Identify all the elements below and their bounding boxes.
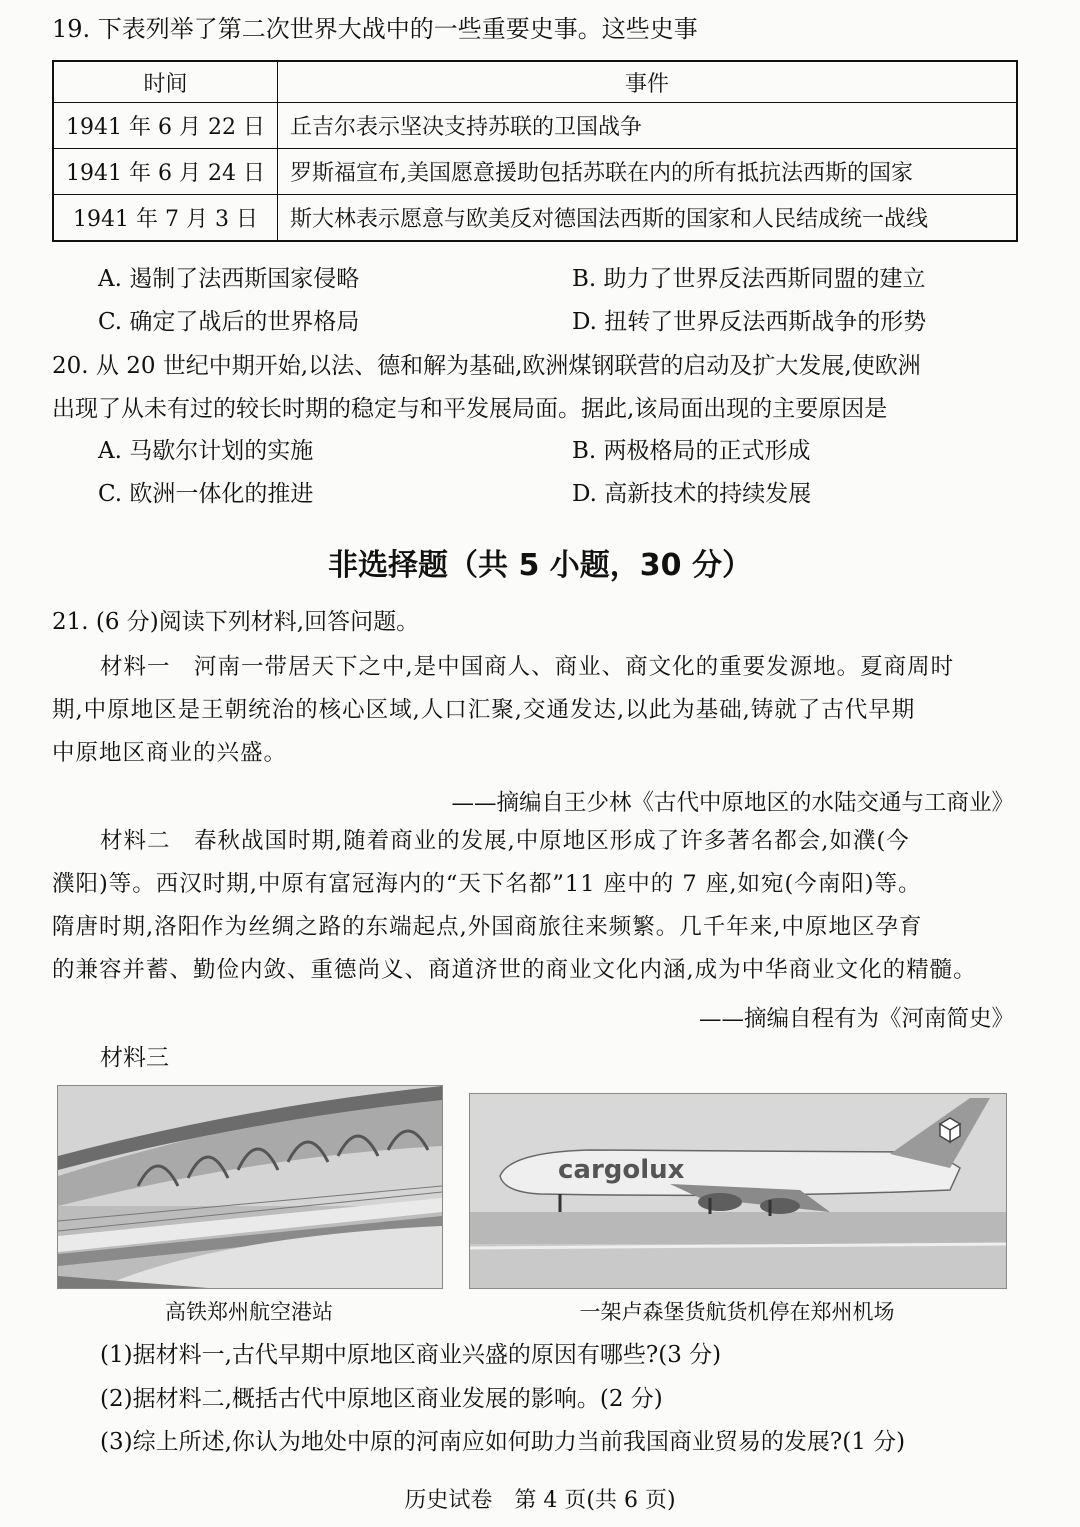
q20-option-c: C. 欧洲一体化的推进 [98,481,314,507]
table-cell-date: 1941 年 6 月 22 日 [53,103,277,149]
subquestion-2: (2)据材料二,概括古代中原地区商业发展的影响。(2 分) [100,1386,663,1412]
table-cell-event: 斯大林表示愿意与欧美反对德国法西斯的国家和人民结成统一战线 [277,195,1017,242]
material1-line: 期,中原地区是王朝统治的核心区域,人口汇聚,交通发达,以此为基础,铸就了古代早期 [52,697,916,723]
aircraft-livery: cargolux [558,1155,685,1185]
events-table [52,60,1018,242]
table-row [53,103,1017,149]
q20-option-b: B. 两极格局的正式形成 [572,438,811,464]
cargo-plane-illustration [470,1094,1006,1288]
material1-source: ——摘编自王少林《古代中原地区的水陆交通与工商业》 [451,790,1014,816]
material2-source: ——摘编自程有为《河南简史》 [698,1006,1014,1032]
q20-option-a: A. 马歇尔计划的实施 [98,438,314,464]
subquestion-1: (1)据材料一,古代早期中原地区商业兴盛的原因有哪些?(3 分) [100,1342,722,1368]
station-illustration [58,1086,442,1288]
material3-label: 材料三 [100,1045,169,1071]
q20-option-d: D. 高新技术的持续发展 [572,481,812,507]
cargo-plane-caption: 一架卢森堡货航货机停在郑州机场 [579,1300,895,1324]
material2-line: 的兼容并蓄、勤俭内敛、重德尚义、商道济世的商业文化内涵,成为中华商业文化的精髓。 [52,957,977,983]
q19-option-b: B. 助力了世界反法西斯同盟的建立 [572,266,926,292]
station-caption: 高铁郑州航空港站 [165,1300,333,1324]
material1-line: 中原地区商业的兴盛。 [52,740,288,766]
table-header-row [53,61,1017,103]
table-cell-date: 1941 年 7 月 3 日 [53,195,277,242]
station-photo [57,1085,443,1289]
table-header-time: 时间 [53,61,277,103]
q19-option-d: D. 扭转了世界反法西斯战争的形势 [572,309,927,335]
q20-line2: 出现了从未有过的较长时期的稳定与和平发展局面。据此,该局面出现的主要原因是 [52,396,888,422]
table-header-event: 事件 [277,61,1017,103]
cargo-plane-photo [469,1093,1007,1289]
material1-line: 材料一 河南一带居天下之中,是中国商人、商业、商文化的重要发源地。夏商周时 [100,654,955,680]
material2-line: 隋唐时期,洛阳作为丝绸之路的东端起点,外国商旅往来频繁。几千年来,中原地区孕育 [52,914,923,940]
table-row [53,149,1017,195]
table-row [53,195,1017,242]
material2-line: 濮阳)等。西汉时期,中原有富冠海内的“天下名都”11 座中的 7 座,如宛(今南阳)等。 [52,871,922,897]
subquestion-3: (3)综上所述,你认为地处中原的河南应如何助力当前我国商业贸易的发展?(1 分) [100,1429,906,1455]
section-title: 非选择题（共 5 小题，30 分） [328,548,752,583]
material1 [52,646,954,775]
q19-option-a: A. 遏制了法西斯国家侵略 [98,266,360,292]
material2-line: 材料二 春秋战国时期,随着商业的发展,中原地区形成了许多著名都会,如濮(今 [100,828,910,854]
q19-option-c: C. 确定了战后的世界格局 [98,309,360,335]
table-cell-event: 罗斯福宣布,美国愿意援助包括苏联在内的所有抵抗法西斯的国家 [277,149,1017,195]
q20-line1: 20. 从 20 世纪中期开始,以法、德和解为基础,欧洲煤钢联营的启动及扩大发展,使欧洲 [52,353,921,379]
table-cell-date: 1941 年 6 月 24 日 [53,149,277,195]
q19-stem: 19. 下表列举了第二次世界大战中的一些重要史事。这些史事 [52,15,698,43]
material2 [52,820,977,992]
q21-stem: 21. (6 分)阅读下列材料,回答问题。 [52,609,420,635]
page-footer: 历史试卷 第 4 页(共 6 页) [404,1488,676,1513]
table-cell-event: 丘吉尔表示坚决支持苏联的卫国战争 [277,103,1017,149]
